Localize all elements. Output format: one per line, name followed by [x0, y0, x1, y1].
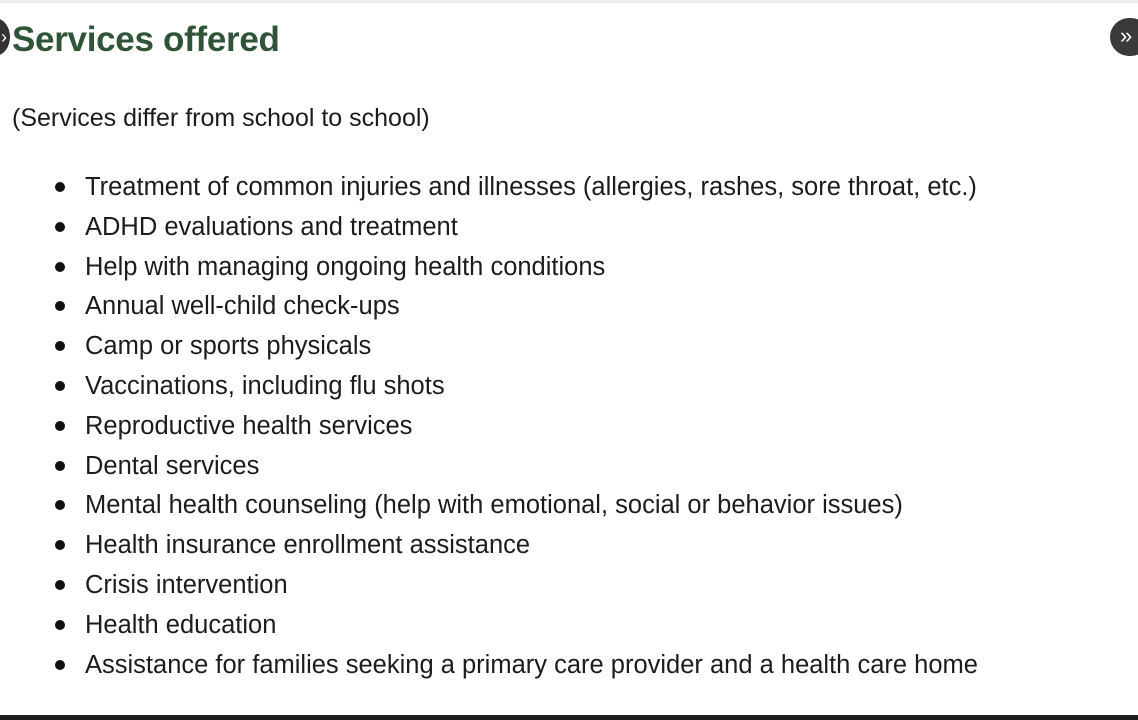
list-item-label: Vaccinations, including flu shots: [85, 371, 445, 400]
list-item: [52, 247, 978, 287]
list-item-label: Mental health counseling (help with emotional, social or behavior issues): [85, 491, 903, 520]
list-item: [52, 286, 978, 326]
list-item-label: Dental services: [85, 451, 260, 480]
list-item-label: Camp or sports physicals: [85, 332, 372, 361]
bullet-icon: [55, 620, 65, 630]
page-title: Services offered: [12, 20, 280, 59]
bullet-icon: [55, 341, 65, 351]
list-item: [52, 485, 978, 525]
list-item: [52, 366, 978, 406]
list-item-label: Reproductive health services: [85, 411, 413, 440]
list-item-label: Annual well-child check-ups: [85, 292, 400, 321]
list-item-label: Crisis intervention: [85, 570, 288, 599]
bullet-icon: [55, 660, 65, 670]
list-item: [52, 565, 978, 605]
list-item-label: ADHD evaluations and treatment: [85, 212, 458, 241]
bottom-divider: [0, 715, 1138, 720]
bullet-icon: [55, 421, 65, 431]
list-item-label: Assistance for families seeking a primary care provider and a health care home: [85, 650, 978, 679]
next-slide-button[interactable]: [1110, 18, 1138, 56]
bullet-icon: [55, 381, 65, 391]
bullet-icon: [55, 182, 65, 192]
bullet-icon: [55, 222, 65, 232]
list-item: [52, 525, 978, 565]
list-item: [52, 326, 978, 366]
list-item: [52, 167, 978, 207]
list-item-label: Health insurance enrollment assistance: [85, 531, 531, 560]
list-item: [52, 446, 978, 486]
list-item: [52, 406, 978, 446]
list-item-label: Help with managing ongoing health conditions: [85, 252, 606, 281]
bullet-icon: [55, 461, 65, 471]
bullet-icon: [55, 500, 65, 510]
top-divider: [0, 0, 1138, 3]
bullet-icon: [55, 301, 65, 311]
list-item-label: Treatment of common injuries and illnesses (allergies, rashes, sore throat, etc.): [85, 173, 977, 201]
services-list: [52, 167, 978, 684]
chevron-right-icon: ›: [1, 27, 7, 47]
list-item: [52, 605, 978, 645]
list-item-label: Health education: [85, 610, 277, 639]
bullet-icon: [55, 580, 65, 590]
list-item: [52, 207, 978, 247]
bullet-icon: [55, 262, 65, 272]
previous-slide-button[interactable]: [0, 18, 10, 56]
bullet-icon: [55, 540, 65, 550]
list-item: [52, 645, 978, 685]
services-note: (Services differ from school to school): [12, 104, 430, 132]
double-chevron-right-icon: »: [1120, 23, 1133, 48]
